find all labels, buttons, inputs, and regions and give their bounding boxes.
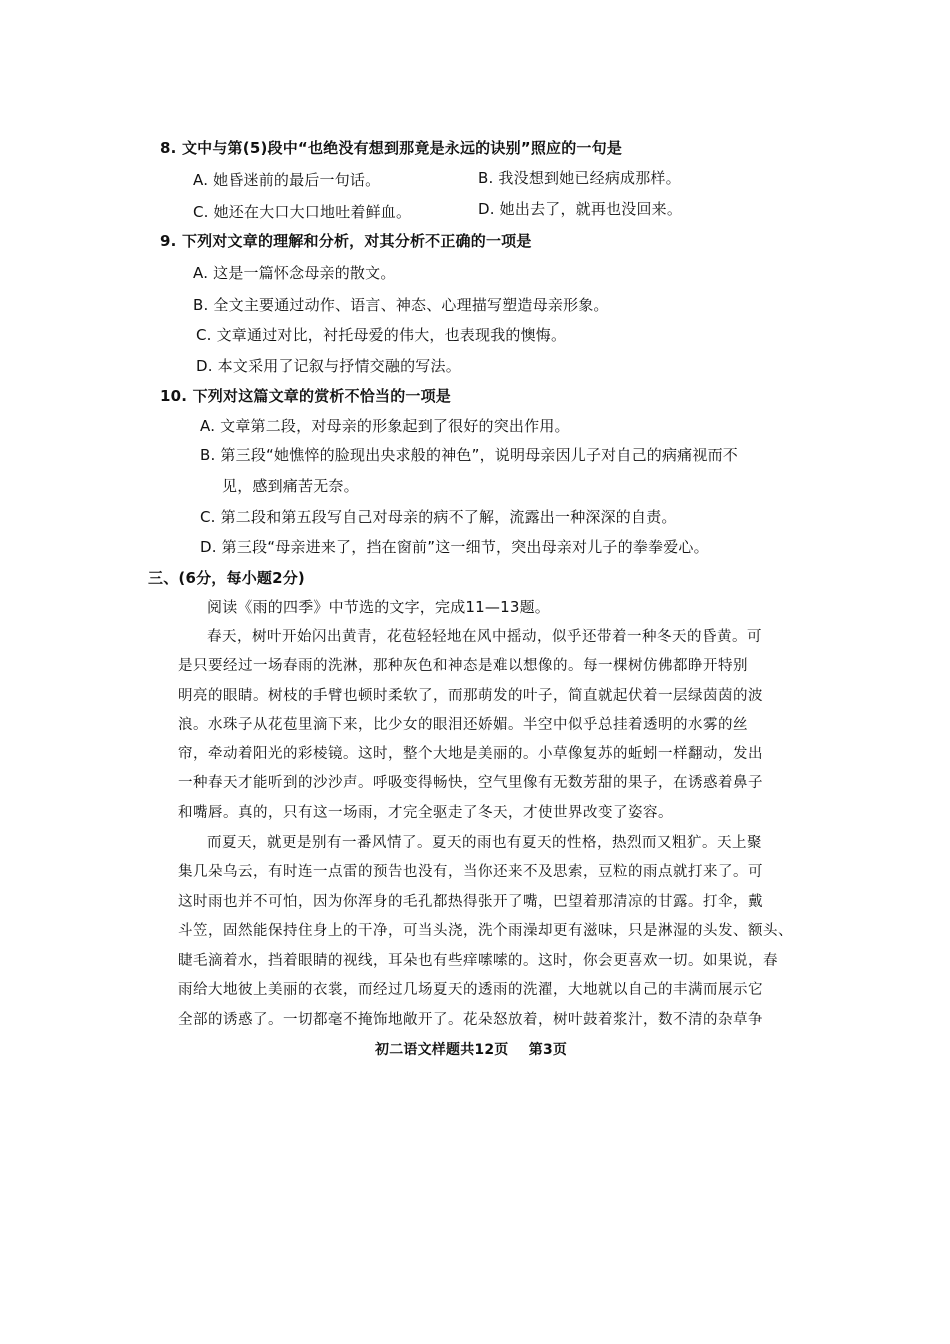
passage-line: 雨给大地彼上美丽的衣裳，而经过几场夏天的透雨的洗濯，大地就以自己的丰满而展示它 bbox=[178, 982, 763, 998]
passage-line: 全部的诱惑了。一切都毫不掩饰地敞开了。花朵怒放着，树叶鼓着浆汁，数不清的杂草争 bbox=[178, 1012, 763, 1028]
question-9-option-b: B. 全文主要通过动作、语言、神态、心理描写塑造母亲形象。 bbox=[193, 296, 609, 314]
question-8-option-d: D. 她出去了，就再也没回来。 bbox=[478, 200, 683, 218]
question-10-option-a: A. 文章第二段，对母亲的形象起到了很好的突出作用。 bbox=[200, 417, 570, 435]
question-10-option-c: C. 第二段和第五段写自己对母亲的病不了解，流露出一种深深的自责。 bbox=[200, 508, 677, 526]
question-8-option-c: C. 她还在大口大口地吐着鲜血。 bbox=[193, 203, 412, 221]
question-9-option-a: A. 这是一篇怀念母亲的散文。 bbox=[193, 264, 396, 282]
passage-line: 春天，树叶开始闪出黄青，花苞轻轻地在风中摇动，似乎还带着一种冬天的昏黄。可 bbox=[207, 629, 762, 645]
passage-line: 这时雨也并不可怕，因为你浑身的毛孔都热得张开了嘴，巴望着那清凉的甘露。打伞，戴 bbox=[178, 894, 763, 910]
question-8-option-a: A. 她昏迷前的最后一句话。 bbox=[193, 171, 381, 189]
passage-line: 是只要经过一场春雨的洗淋，那种灰色和神态是难以想像的。每一棵树仿佛都睁开特别 bbox=[178, 658, 748, 674]
page-footer: 初二语文样题共12页 第3页 bbox=[375, 1042, 568, 1058]
passage-line: 一种春天才能听到的沙沙声。呼吸变得畅快，空气里像有无数芳甜的果子，在诱惑着鼻子 bbox=[178, 775, 763, 791]
passage-line: 浪。水珠子从花苞里滴下来，比少女的眼泪还娇媚。半空中似乎总挂着透明的水雾的丝 bbox=[178, 717, 748, 733]
passage-line: 明亮的眼睛。树枝的手臂也顿时柔软了，而那萌发的叶子，简直就起伏着一层绿茵茵的波 bbox=[178, 688, 763, 704]
question-8-option-b: B. 我没想到她已经病成那样。 bbox=[478, 169, 681, 187]
passage-line: 而夏天，就更是别有一番风情了。夏天的雨也有夏天的性格，热烈而又粗犷。天上聚 bbox=[207, 835, 762, 851]
question-10-option-b: B. 第三段“她憔悴的脸现出央求般的神色”，说明母亲因儿子对自己的病痛视而不 bbox=[200, 446, 738, 464]
section-3-heading: 三、(6分，每小题2分) bbox=[148, 569, 305, 587]
passage-line: 睫毛滴着水，挡着眼睛的视线，耳朵也有些痒嗦嗦的。这时，你会更喜欢一切。如果说，春 bbox=[178, 953, 778, 969]
question-9-option-c: C. 文章通过对比，衬托母爱的伟大，也表现我的懊悔。 bbox=[196, 326, 567, 344]
question-8-stem: 8. 文中与第(5)段中“也绝没有想到那竟是永远的诀别”照应的一句是 bbox=[160, 139, 623, 157]
question-9-stem: 9. 下列对文章的理解和分析，对其分析不正确的一项是 bbox=[160, 232, 532, 250]
passage-line: 斗笠，固然能保持住身上的干净，可当头浇，洗个雨澡却更有滋味，只是淋湿的头发、额头、 bbox=[178, 923, 793, 939]
passage-line: 帘，牵动着阳光的彩棱镜。这时，整个大地是美丽的。小草像复苏的蚯蚓一样翻动，发出 bbox=[178, 746, 763, 762]
passage-line: 和嘴唇。真的，只有这一场雨，才完全驱走了冬天，才使世界改变了姿容。 bbox=[178, 805, 673, 821]
question-10-option-d: D. 第三段“母亲进来了，挡在窗前”这一细节，突出母亲对儿子的拳拳爱心。 bbox=[200, 538, 709, 556]
question-10-stem: 10. 下列对这篇文章的赏析不恰当的一项是 bbox=[160, 387, 451, 405]
question-10-option-b-continued: 见，感到痛苦无奈。 bbox=[222, 477, 359, 495]
section-3-intro: 阅读《雨的四季》中节选的文字，完成11—13题。 bbox=[207, 598, 550, 616]
passage-line: 集几朵乌云，有时连一点雷的预告也没有，当你还来不及思索，豆粒的雨点就打来了。可 bbox=[178, 864, 763, 880]
question-9-option-d: D. 本文采用了记叙与抒情交融的写法。 bbox=[196, 357, 461, 375]
